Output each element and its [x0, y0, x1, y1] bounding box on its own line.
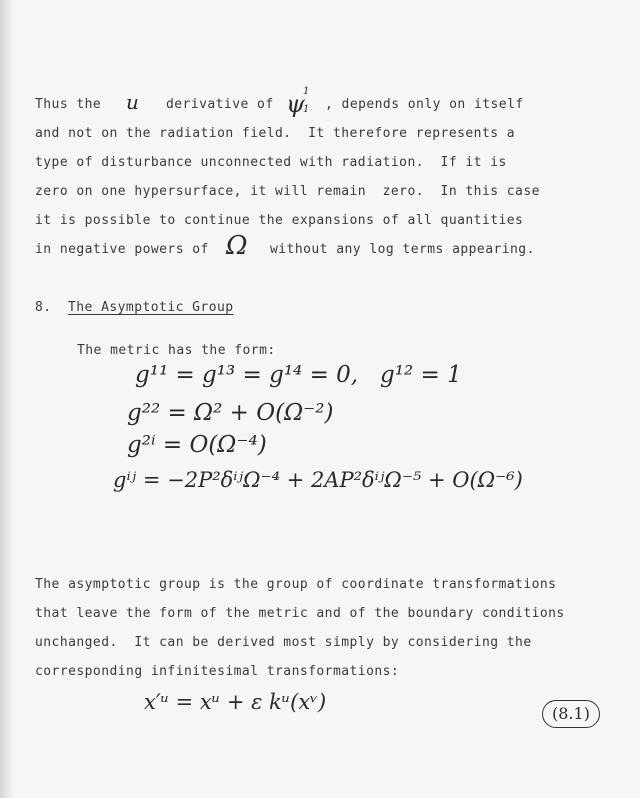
paragraph2-line1: The asymptotic group is the group of coordinate transformations: [35, 577, 557, 592]
paragraph2-line2: that leave the form of the metric and of the boundary conditions: [35, 606, 565, 621]
paragraph1-line2: and not on the radiation field. It therefore represents a: [35, 126, 516, 141]
paragraph1-line4: zero on one hypersurface, it will remain zero. In this case: [35, 184, 540, 199]
handwritten-omega: Ω: [226, 231, 248, 261]
metric-equation-4: gⁱʲ = −2P²δⁱʲΩ⁻⁴ + 2AP²δⁱʲΩ⁻⁵ + O(Ω⁻⁶): [113, 468, 523, 492]
metric-intro: The metric has the form:: [77, 343, 276, 358]
transformation-equation: x′ᵘ = xᵘ + ε kᵘ(xᵛ): [144, 690, 327, 714]
metric-equation-2: g²² = Ω² + O(Ω⁻²): [127, 400, 334, 426]
handwritten-psi: ψ: [286, 90, 305, 118]
paragraph1-line1-mid: derivative of: [166, 97, 274, 112]
paragraph1-line1-end: , depends only on itself: [325, 97, 524, 112]
paragraph1-line3: type of disturbance unconnected with radiation. If it is: [35, 155, 507, 170]
handwritten-u: u: [126, 90, 139, 114]
paragraph1-line5: it is possible to continue the expansions of all quantities: [35, 213, 524, 228]
section-title: The Asymptotic Group: [68, 300, 234, 315]
paragraph1-line1-start: Thus the: [35, 97, 102, 112]
paragraph2-line3: unchanged. It can be derived most simply by considering the: [35, 635, 532, 650]
metric-equation-3: g²ⁱ = O(Ω⁻⁴): [127, 432, 267, 458]
section-number: 8.: [35, 300, 52, 315]
handwritten-psi-subscript: 1: [303, 104, 310, 115]
handwritten-psi-superscript: 1: [303, 86, 310, 97]
paragraph1-line6-start: in negative powers of: [35, 242, 209, 257]
paragraph2-line4: corresponding infinitesimal transformations:: [35, 664, 400, 679]
binding-shadow: [0, 0, 14, 798]
metric-equation-1: g¹¹ = g¹³ = g¹⁴ = 0, g¹² = 1: [135, 362, 462, 388]
paragraph1-line6-end: without any log terms appearing.: [270, 242, 535, 257]
equation-number: (8.1): [542, 700, 600, 728]
